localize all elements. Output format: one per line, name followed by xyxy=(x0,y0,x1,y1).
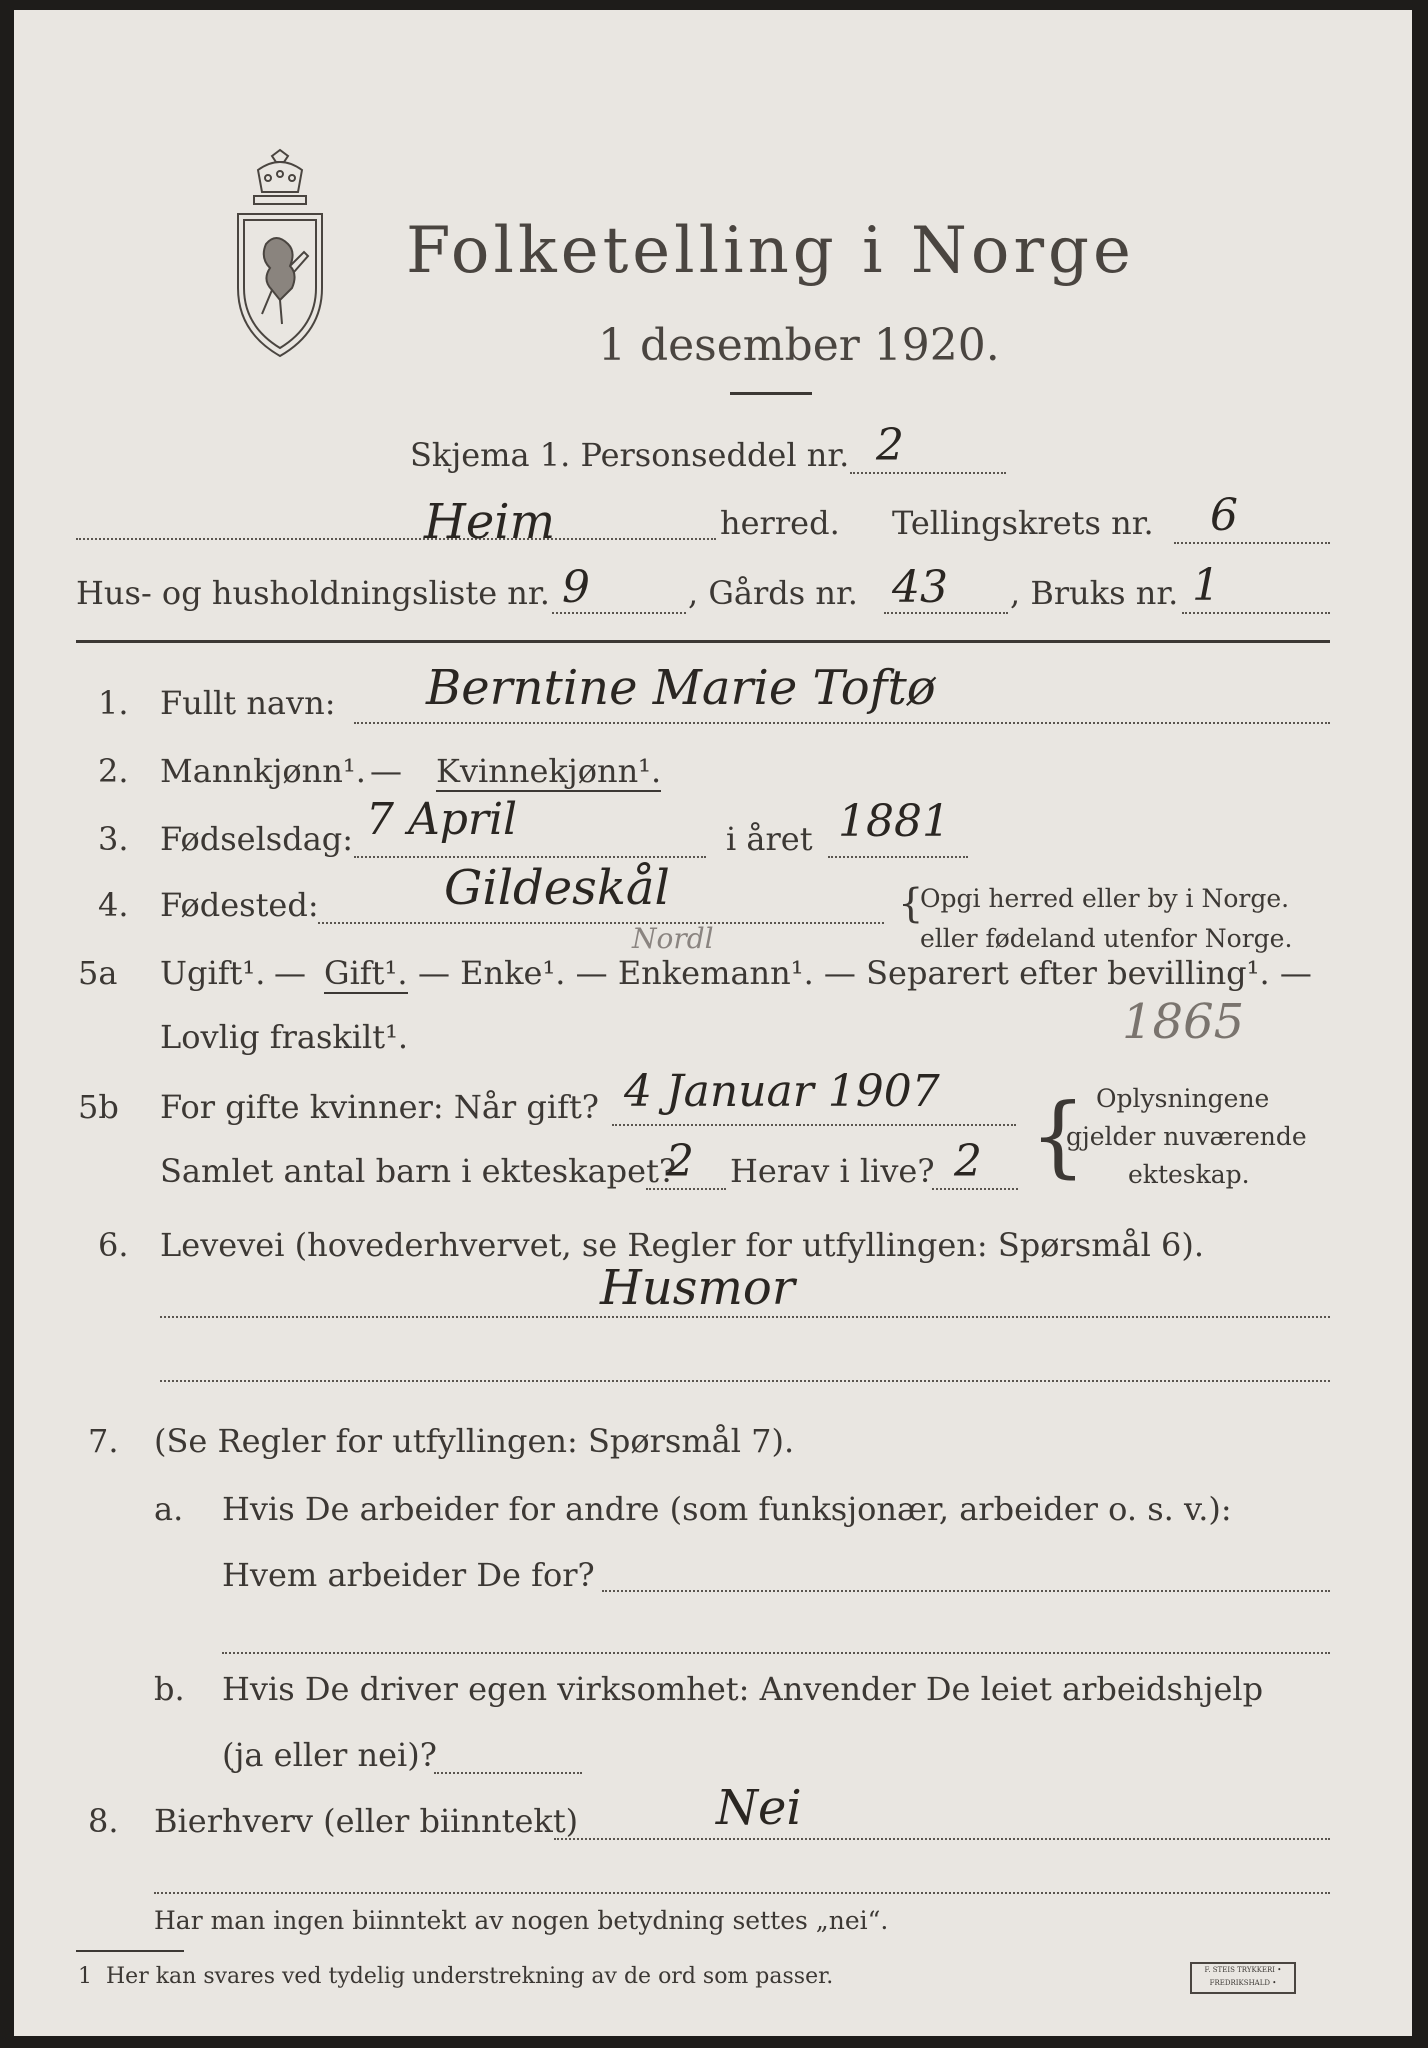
q8-label: Bierhverv (eller biinntekt) xyxy=(154,1802,579,1840)
q5b-label: For gifte kvinner: Når gift? xyxy=(160,1088,599,1126)
q7b-line xyxy=(434,1772,582,1774)
q6-label: Levevei (hovederhvervet, se Regler for utfyllingen: Spørsmål 6). xyxy=(160,1226,1205,1264)
q4-hint-1: Opgi herred eller by i Norge. xyxy=(920,884,1290,913)
q6-number: 6. xyxy=(98,1226,129,1264)
q4-brace: { xyxy=(898,881,924,927)
q3-date-line xyxy=(354,856,706,858)
q8-line-1 xyxy=(554,1838,1330,1840)
q3-year-line xyxy=(828,856,968,858)
schema-nr-line xyxy=(850,472,1006,474)
hus-value: 9 xyxy=(562,562,590,613)
gards-value: 43 xyxy=(892,562,948,613)
form-title: Folketelling i Norge xyxy=(406,214,1135,288)
tellingskrets-label: Tellingskrets nr. xyxy=(892,504,1154,542)
q7a-letter: a. xyxy=(154,1490,184,1528)
q5b-children-line xyxy=(646,1188,726,1190)
q5b-note-1: Oplysningene xyxy=(1096,1084,1270,1113)
q6-line-2 xyxy=(160,1380,1330,1382)
q5a-options: — Enke¹. — Enkemann¹. — Separert efter bevilling¹. — xyxy=(418,954,1312,992)
q1-line xyxy=(354,722,1330,724)
q6-value: Husmor xyxy=(600,1260,795,1316)
form-date: 1 desember 1920. xyxy=(598,320,1000,371)
q5b-alive-value: 2 xyxy=(954,1136,982,1187)
q4-note: Nordl xyxy=(632,922,714,955)
municipality-line xyxy=(76,538,716,540)
q5b-alive-label: Herav i live? xyxy=(730,1152,935,1190)
footer-note: Har man ingen biinntekt av nogen betydning settes „nei“. xyxy=(154,1906,889,1935)
q3-year-label: i året xyxy=(726,820,813,858)
q3-value: 7 April xyxy=(366,794,518,845)
q7a-line-2 xyxy=(222,1652,1330,1654)
q4-number: 4. xyxy=(98,886,129,924)
footnote-rule xyxy=(76,1950,184,1952)
q5a-gift-underlined: Gift¹. xyxy=(324,954,408,992)
q7a-text: Hvis De arbeider for andre (som funksjonær, arbeider o. s. v.): xyxy=(222,1490,1232,1528)
schema-nr-value: 2 xyxy=(876,420,904,471)
q3-label: Fødselsdag: xyxy=(160,820,354,858)
q7a-line-1 xyxy=(602,1590,1330,1592)
q5a-line2: Lovlig fraskilt¹. xyxy=(160,1018,409,1056)
q2-number: 2. xyxy=(98,752,129,790)
q6-line-1 xyxy=(160,1316,1330,1318)
q5b-children-label: Samlet antal barn i ekteskapet? xyxy=(160,1152,677,1190)
herred-label: herred. xyxy=(720,504,840,542)
q4-label: Fødested: xyxy=(160,886,319,924)
q5b-married-value: 4 Januar 1907 xyxy=(624,1066,940,1117)
q5b-children-value: 2 xyxy=(666,1136,694,1187)
footnote-text: Her kan svares ved tydelig understrekning av de ord som passer. xyxy=(106,1964,834,1989)
q7-label: (Se Regler for utfyllingen: Spørsmål 7). xyxy=(154,1422,795,1460)
gards-label: , Gårds nr. xyxy=(688,574,858,612)
q5b-alive-line xyxy=(932,1188,1018,1190)
q5b-married-line xyxy=(612,1124,1016,1126)
q1-label: Fullt navn: xyxy=(160,684,336,722)
q4-value: Gildeskål xyxy=(444,860,670,916)
q2-female-underlined: Kvinnekjønn¹. xyxy=(436,752,662,790)
q5b-note-3: ekteskap. xyxy=(1128,1160,1250,1189)
q8-value: Nei xyxy=(716,1780,802,1836)
footnote-number: 1 xyxy=(78,1964,92,1989)
q8-number: 8. xyxy=(88,1802,119,1840)
bruks-label: , Bruks nr. xyxy=(1010,574,1179,612)
q5a-ugift: Ugift¹. xyxy=(160,954,266,992)
printer-stamp: F. STEIS TRYKKERI • FREDRIKSHALD • xyxy=(1190,1962,1296,1994)
q2-dash: — xyxy=(370,752,402,790)
q3-number: 3. xyxy=(98,820,129,858)
q7-number: 7. xyxy=(88,1422,119,1460)
q5a-dash: — xyxy=(274,954,306,992)
schema-label: Skjema 1. Personseddel nr. xyxy=(410,436,850,474)
bruks-value: 1 xyxy=(1192,560,1220,611)
q5a-number: 5a xyxy=(78,954,118,992)
q7b-question: (ja eller nei)? xyxy=(222,1736,437,1774)
q4-line xyxy=(318,922,884,924)
bruks-line xyxy=(1182,612,1330,614)
tellingskrets-line xyxy=(1174,542,1330,544)
tellingskrets-value: 6 xyxy=(1210,490,1238,541)
q1-value: Berntine Marie Toftø xyxy=(426,660,936,716)
q3-year-value: 1881 xyxy=(838,796,950,847)
q7b-letter: b. xyxy=(154,1670,185,1708)
q5b-note-2: gjelder nuværende xyxy=(1066,1122,1307,1151)
q7a-question: Hvem arbeider De for? xyxy=(222,1556,595,1594)
q1-number: 1. xyxy=(98,684,129,722)
q5b-number: 5b xyxy=(78,1088,119,1126)
q5b-brace: { xyxy=(1030,1084,1086,1187)
q5a-margin-note: 1865 xyxy=(1122,994,1245,1050)
header-rule xyxy=(76,640,1330,643)
q4-hint-2: eller fødeland utenfor Norge. xyxy=(920,924,1293,953)
q2-male: Mannkjønn¹. xyxy=(160,752,366,790)
coat-of-arms-icon xyxy=(232,148,328,362)
census-form xyxy=(14,10,1412,2036)
q7b-text: Hvis De driver egen virksomhet: Anvender De leiet arbeidshjelp xyxy=(222,1670,1264,1708)
hus-label: Hus- og husholdningsliste nr. xyxy=(76,574,550,612)
q8-line-2 xyxy=(154,1892,1330,1894)
title-divider xyxy=(730,392,812,395)
municipality-value: Heim xyxy=(424,494,556,550)
